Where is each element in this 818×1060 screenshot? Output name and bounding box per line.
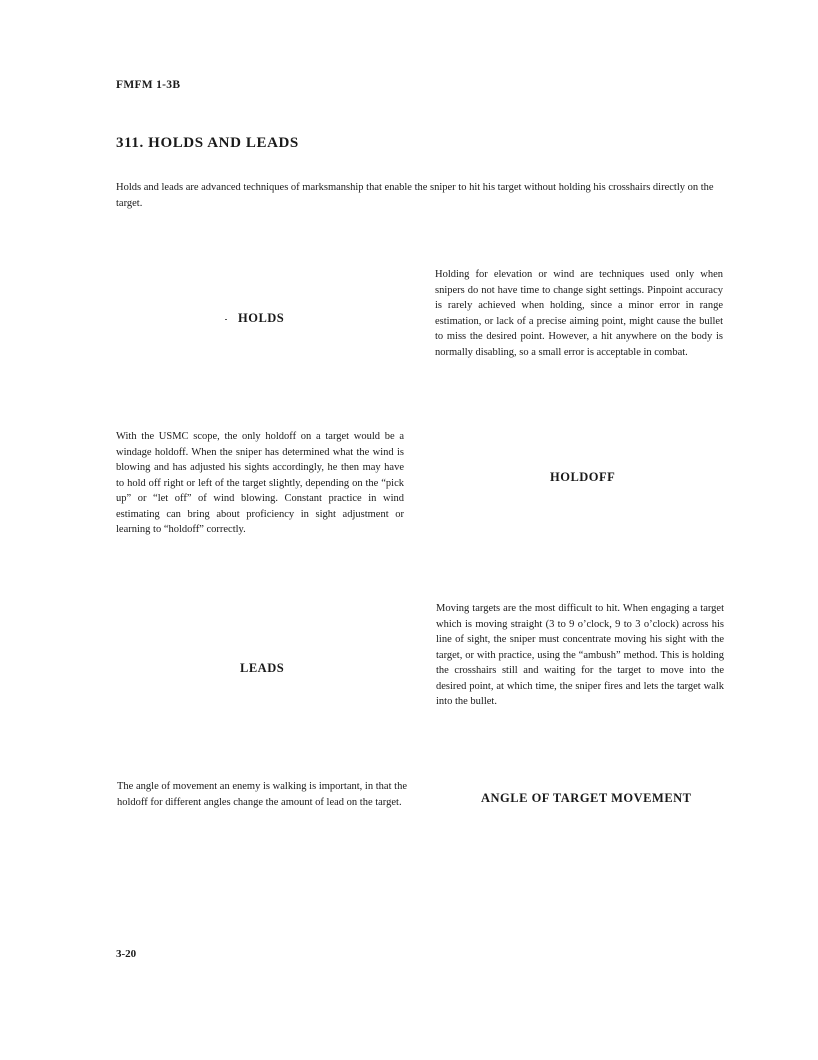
holds-paragraph: Holding for elevation or wind are techniques used only when snipers do not have time to change sight settings. Pinpoint accuracy is rarely achieved when holding, since a minor error in range estimation, or lack of a precise aiming point, might cause the bullet to miss the desired point. However, a hit anywhere on the body is normally disabling, so a small error is acceptable in combat. xyxy=(435,269,723,358)
section-title: 311. HOLDS AND LEADS xyxy=(116,135,299,151)
document-code: FMFM 1-3B xyxy=(116,79,181,91)
angle-heading: ANGLE OF TARGET MOVEMENT xyxy=(481,791,692,805)
holdoff-heading: HOLDOFF xyxy=(550,470,616,484)
angle-paragraph: The angle of movement an enemy is walking is important, in that the holdoff for different angles change the amount of lead on the target. xyxy=(117,781,407,808)
holdoff-paragraph: With the USMC scope, the only holdoff on a target would be a windage holdoff. When the sniper has determined what the wind is blowing and has adjusted his sights accordingly, he then may have to hold off right or left of the target slightly, depending on the “pick up” or “let off” of wind blowing. Constant practice in wind estimating can bring about proficiency in sight adjustment or learning to “holdoff” correctly. xyxy=(116,431,404,535)
leads-paragraph: Moving targets are the most difficult to hit. When engaging a target which is moving straight (3 to 9 o’clock, 9 to 3 o’clock) across his line of sight, the sniper must concentrate moving his sight with the target, or with practice, using the “ambush” method. This is holding the crosshairs still and waiting for the target to move into the desired point, at which time, the sniper fires and lets the target walk into the bullet. xyxy=(436,603,724,707)
holds-heading: HOLDS xyxy=(238,311,285,325)
stray-mark xyxy=(225,319,227,320)
leads-heading: LEADS xyxy=(240,661,285,675)
section-intro: Holds and leads are advanced techniques of marksmanship that enable the sniper to hit his target without holding his crosshairs directly on the target. xyxy=(116,182,714,209)
page-number: 3-20 xyxy=(116,948,137,960)
